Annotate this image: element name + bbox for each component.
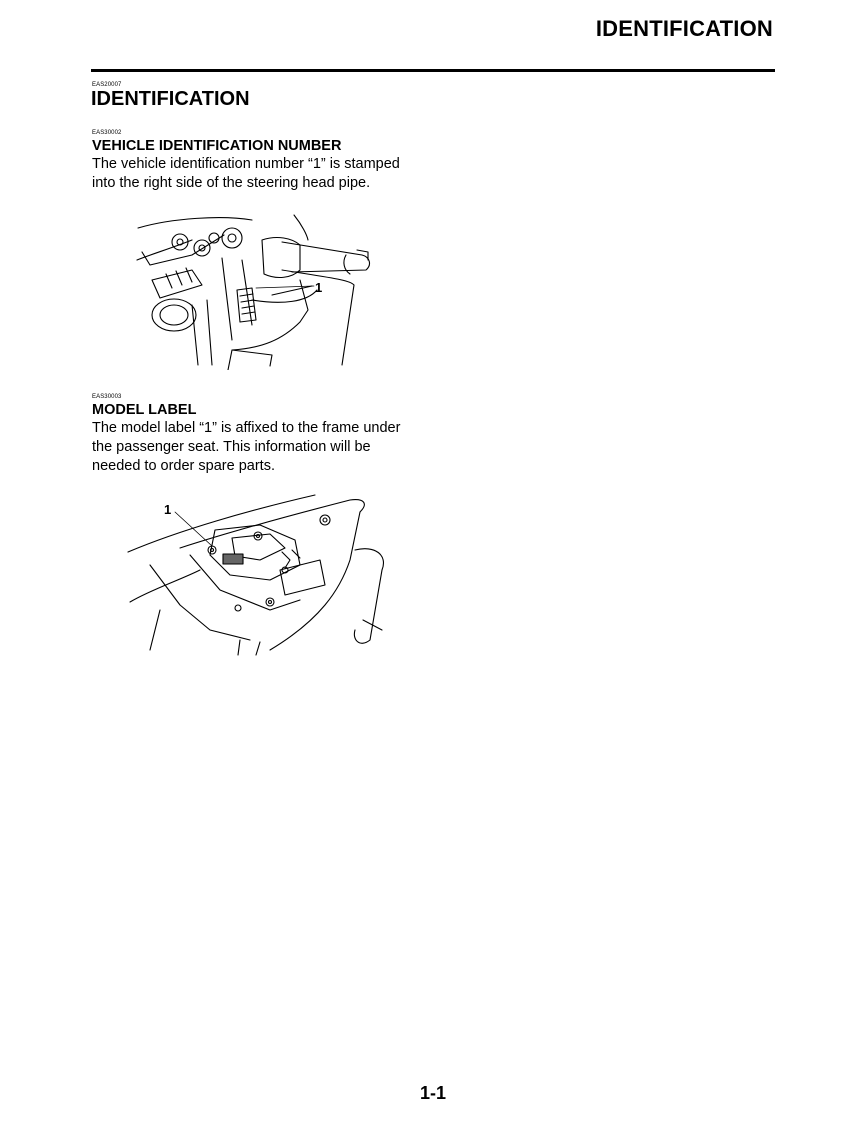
running-header-title: IDENTIFICATION [595,16,773,41]
model-label-text-line: The model label “1” is affixed to the frame under [92,420,401,436]
model-label-text-line: the passenger seat. This information will be [92,439,371,455]
model-label-code: EAS30003 [92,394,122,400]
section-title: IDENTIFICATION [91,88,250,110]
model-label-heading: MODEL LABEL [92,402,197,418]
model-label-illustration [120,490,390,660]
vin-callout-number: 1 [315,280,323,295]
model-label-paragraph [92,419,422,476]
model-label-text-line: needed to order spare parts. [92,458,275,474]
model-label-callout-number: 1 [164,502,172,517]
page-number: 1-1 [419,1083,446,1103]
vin-illustration [132,210,382,370]
vin-paragraph [92,155,422,193]
vin-text-line: The vehicle identification number “1” is stamped [92,156,400,172]
vin-code: EAS30002 [92,130,122,136]
vin-heading: VEHICLE IDENTIFICATION NUMBER [92,138,342,154]
section-code: EAS20007 [92,82,122,88]
header-rule [91,69,775,72]
vin-text-line: into the right side of the steering head pipe. [92,175,371,191]
